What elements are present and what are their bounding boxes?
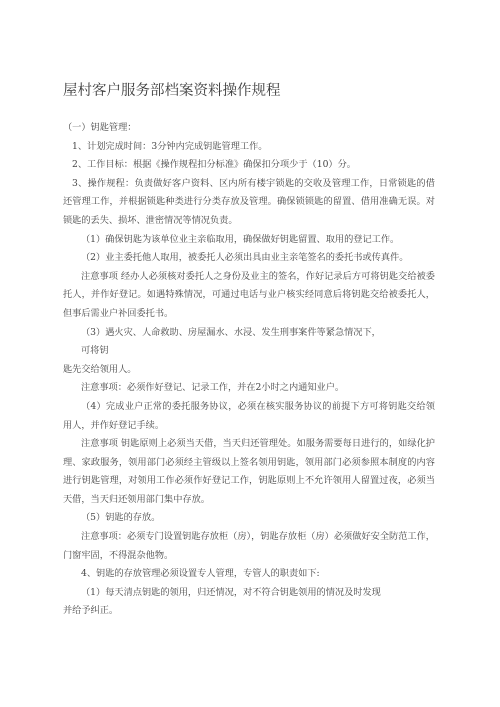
- paragraph: 3、操作规程：负责做好客户资料、区内所有楼宇锁匙的交收及管理工作，日常锁匙的借还管理工作，并根据锁匙种类进行分类存放及管理。确保锁锁匙的留置、借用准确无误。对锁匙的丢失、损坏、泄密情况等情况负责。: [63, 177, 435, 226]
- paragraph: 可将钥: [81, 345, 109, 357]
- paragraph: （2）业主委托他人取用，被委托人必须出具由业主亲笔签名的委托书或传真件。: [81, 252, 409, 264]
- paragraph: 并给予纠正。: [63, 605, 119, 617]
- paragraph: 1、计划完成时间：3分钟内完成钥匙管理工作。: [72, 140, 268, 152]
- paragraph: （4）完成业户正常的委托服务协议，必须在核实服务协议的前提下方可将钥匙交给领用人，并作好登记手续。: [63, 400, 435, 431]
- paragraph: 注意事项：必须作好登记、记录工作，并在2小时之内通知业户。: [81, 382, 345, 394]
- paragraph: 2、工作目标：根据《操作规程扣分标准》确保扣分项少于（10）分。: [72, 159, 356, 171]
- paragraph: 注意事项 钥匙原则上必须当天借，当天归还管理处。如服务需要每日进行的，如绿化护理、家政服务，领用部门必须经主管级以上签名领用钥匙，领用部门必须参照本制度的内容进行钥匙管理，对领用工作必须作好登记工作，钥匙原则上不允许领用人留置过夜，必须当天借，当天归还领用部门集中存放。: [63, 438, 435, 505]
- document-title: 屋村客户服务部档案资料操作规程: [63, 83, 281, 99]
- section-heading: （一）钥匙管理：: [63, 122, 137, 133]
- document-body: [63, 119, 435, 621]
- paragraph: （1）每天清点钥匙的领用，归还情况，对不符合钥匙领用的情况及时发现: [81, 586, 381, 598]
- paragraph: （5）钥匙的存放。: [81, 512, 161, 524]
- paragraph: （1）确保钥匙为该单位业主亲临取用，确保做好钥匙留置、取用的登记工作。: [81, 233, 400, 245]
- paragraph: 匙先交给领用人。: [63, 363, 137, 375]
- paragraph: （3）遇火灾、人命救助、房屋漏水、水浸、发生刑事案件等紧急情况下，: [81, 326, 381, 338]
- paragraph: 注意事项：必须专门设置钥匙存放柜（房），钥匙存放柜（房）必须做好安全防范工作，门窗牢固，不得混杂他物。: [63, 531, 435, 561]
- paragraph: 注意事项 经办人必须核对委托人之身份及业主的签名，作好记录后方可将钥匙交给被委托人，并作好登记。如遇特殊情况，可通过电话与业户核实经同意后将钥匙交给被委托人，但事后需业户补回委托书。: [63, 270, 435, 319]
- paragraph: 4、钥匙的存放管理必须设置专人管理，专管人的职责如下:: [81, 568, 320, 580]
